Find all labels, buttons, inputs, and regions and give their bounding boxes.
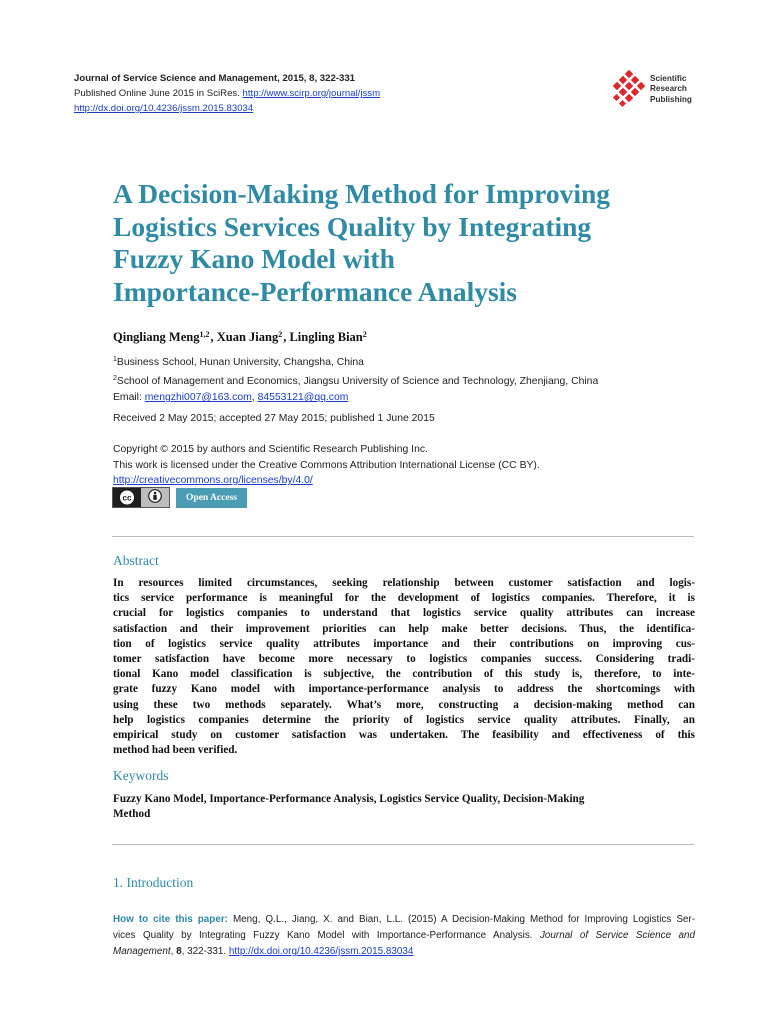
author-name: Lingling Bian [289, 330, 363, 344]
email-link-1[interactable]: mengzhi007@163.com [144, 392, 252, 403]
publisher-name: Scientific Research Publishing [650, 74, 692, 104]
affiliations [113, 352, 598, 406]
divider [112, 844, 694, 845]
author-name: Qingliang Meng [113, 330, 200, 344]
citation-doi-link[interactable]: http://dx.doi.org/10.4236/jssm.2015.83034 [228, 946, 414, 957]
abstract-heading: Abstract [113, 553, 159, 568]
email-line: Email: mengzhi007@163.com, 84553121@qq.com [113, 392, 349, 403]
published-text: Published Online June 2015 in SciRes. [74, 88, 240, 99]
publisher-logo [612, 70, 702, 110]
diamond-cluster-logo-icon [612, 70, 648, 110]
received-dates: Received 2 May 2015; accepted 27 May 2015; published 1 June 2015 [113, 413, 435, 424]
cc-by-license-badge[interactable] [112, 487, 170, 508]
abstract-text: In resources limited circumstances, seeking relationship between customer satisfaction and logis- tics service performance is meaningful for the development of logistics companies. Therefore, it is crucial for logistics companies to understand that logistics service quality attributes can increase satisfaction and their improvement priorities can help make better decisions. Thus, the identifica- tion of logistics service quality attributes importance and their contributions on improving cus- tomer satisfaction have become more necessary to logistics companies success. Considering tradi- tional Kano model classification is subjective, the contribution of this study is, therefore, to inte- grate fuzzy Kano model with importance-performance analysis to address the shortcomings with using these two methods separately. What’s more, constructing a decision-making method can help logistics companies determine the priority of logistics service quality attributes. Finally, an empirical study on customer satisfaction was undertaken. The feasibility and effectiveness of this method had been verified. [113, 577, 695, 757]
email-link-2[interactable]: 84553121@qq.com [257, 392, 349, 403]
paper-title: A Decision-Making Method for Improving Logistics Services Quality by Integrating Fuzzy Kano Model with Importance-Performance Analysis [113, 178, 611, 307]
doi-link[interactable]: http://dx.doi.org/10.4236/jssm.2015.83034 [74, 103, 254, 114]
author-list: Qingliang Meng$^{1,2}$, Xuan Jiang$^2$, Lingling Bian$^2$ [113, 330, 367, 344]
citation-block: How to cite this paper: Meng, Q.L., Jiang, X. and Bian, L.L. (2015) A Decision-Making Method for Improving Logistics Ser- vices Quality by Integrating Fuzzy Kano Model with Importance-Performance Analysis. Journal of Service Science and Management, 8, 322-331. http://dx.doi.org/10.4236/jssm.2015.83034 [113, 914, 695, 957]
introduction-heading: 1. Introduction [113, 875, 194, 890]
copyright-block [113, 442, 540, 489]
cc-icon [113, 488, 169, 507]
journal-url-link[interactable]: http://www.scirp.org/journal/jssm [242, 88, 381, 99]
affiliation-1: $^1$Business School, Hunan University, Changsha, China [113, 356, 364, 368]
journal-header [74, 71, 380, 116]
journal-name: Journal of Service Science and Management, 2015, 8, 322-331 [74, 73, 356, 84]
license-line: This work is licensed under the Creative Commons Attribution International License (CC BY). [113, 459, 540, 471]
license-link[interactable]: http://creativecommons.org/licenses/by/4.0/ [113, 475, 313, 486]
divider [112, 536, 694, 537]
copyright-line: Copyright © 2015 by authors and Scientific Research Publishing Inc. [113, 444, 428, 455]
cc-badge-label: cc [122, 493, 132, 503]
affiliation-2: $^2$School of Management and Economics, Jiangsu University of Science and Technology, Zhenjiang, China [113, 375, 599, 387]
open-access-badge[interactable]: Open Access [176, 488, 247, 508]
citation-label: How to cite this paper: [113, 914, 228, 925]
published-line [74, 86, 380, 101]
author-name: Xuan Jiang [216, 330, 279, 344]
keywords-text: Fuzzy Kano Model, Importance-Performance Analysis, Logistics Service Quality, Decision-Making Method [113, 793, 585, 821]
keywords-heading: Keywords [113, 768, 169, 783]
